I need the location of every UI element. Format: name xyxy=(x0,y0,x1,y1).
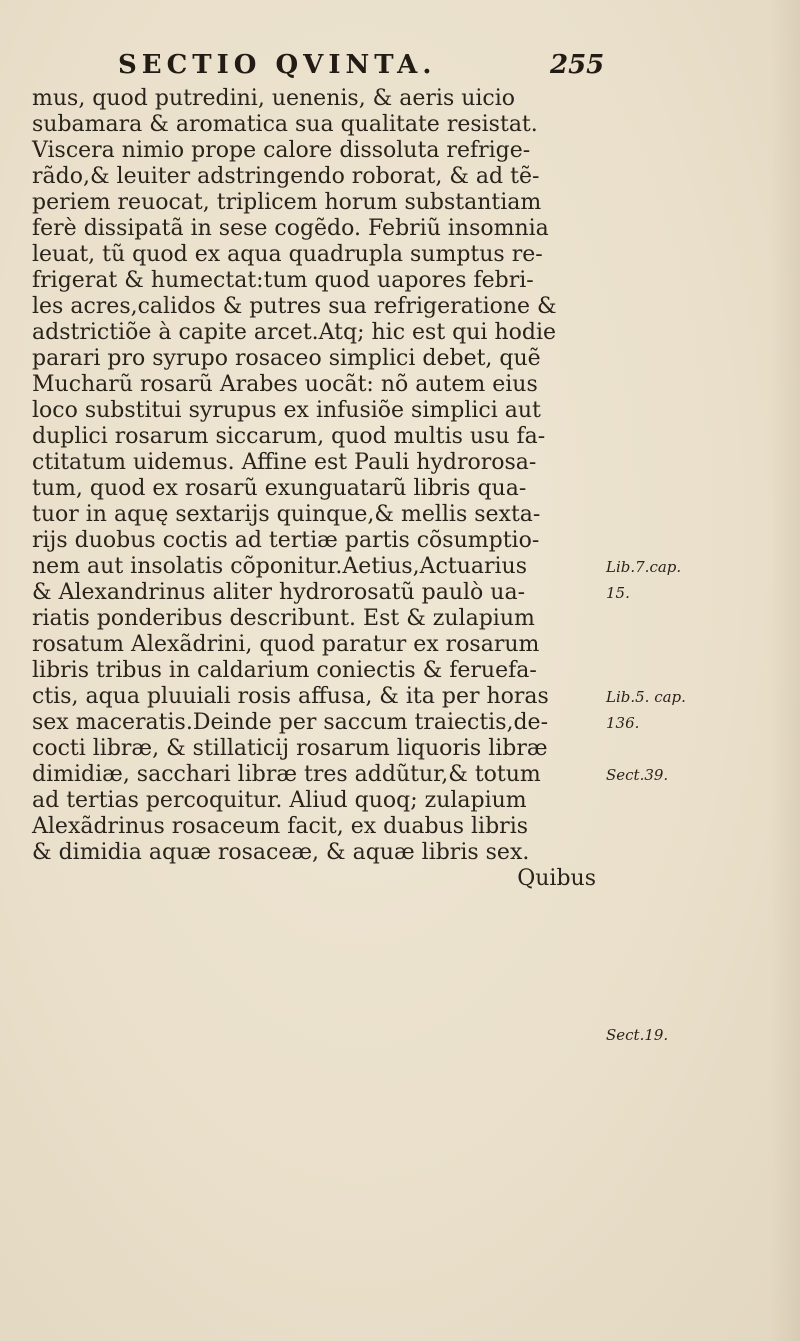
text-line: parari pro syrupo rosaceo simplici debet, quẽ xyxy=(32,346,541,371)
text-line: & Alexandrinus aliter hydrorosatũ paulò ua- xyxy=(32,580,526,605)
margin-note: Sect.19. xyxy=(606,1026,669,1044)
text-line: frigerat & humectat:tum quod uapores febri- xyxy=(32,268,534,293)
text-line: periem reuocat, triplicem horum substantiam xyxy=(32,190,542,215)
text-line: mus, quod putredini, uenenis, & aeris uicio xyxy=(32,86,516,111)
text-line: ctis, aqua pluuiali rosis affusa, & ita per horas xyxy=(32,684,549,709)
text-line: Alexãdrinus rosaceum facit, ex duabus libris xyxy=(32,814,529,839)
text-line: ctitatum uidemus. Affine est Pauli hydrorosa- xyxy=(32,450,537,475)
text-line: rãdo,& leuiter adstringendo roborat, & ad tẽ- xyxy=(32,164,540,189)
margin-note: Lib.5. cap. xyxy=(606,688,686,706)
page-edge-shadow xyxy=(770,0,800,1341)
body-text xyxy=(32,86,602,892)
text-line: tum, quod ex rosarũ exunguatarũ libris qua- xyxy=(32,476,527,501)
catchword: Quibus xyxy=(517,866,596,891)
margin-note: Lib.7.cap. xyxy=(606,558,682,576)
text-line: sex maceratis.Deinde per saccum traiectis,de- xyxy=(32,710,549,735)
page-number: 255 xyxy=(550,50,605,80)
text-line: rijs duobus coctis ad tertiæ partis cõsumptio- xyxy=(32,528,540,553)
text-line: Mucharũ rosarũ Arabes uocãt: nõ autem eius xyxy=(32,372,538,397)
text-line: rosatum Alexãdrini, quod paratur ex rosarum xyxy=(32,632,540,657)
margin-note: 136. xyxy=(606,714,640,732)
text-line: nem aut insolatis cõponitur.Aetius,Actuarius xyxy=(32,554,527,579)
text-line: & dimidia aquæ rosaceæ, & aquæ libris sex. xyxy=(32,840,530,865)
text-line: subamara & aromatica sua qualitate resistat. xyxy=(32,112,538,137)
text-line: cocti libræ, & stillaticij rosarum liquoris libræ xyxy=(32,736,548,761)
margin-note: 15. xyxy=(606,584,630,602)
margin-note: Sect.39. xyxy=(606,766,669,784)
text-line: les acres,calidos & putres sua refrigeratione & xyxy=(32,294,557,319)
text-line: riatis ponderibus describunt. Est & zulapium xyxy=(32,606,535,631)
page-header xyxy=(0,50,800,90)
text-line: dimidiæ, sacchari libræ tres addũtur,& totum xyxy=(32,762,541,787)
text-line: adstrictiõe à capite arcet.Atq; hic est qui hodie xyxy=(32,320,556,345)
text-line: tuor in aquę sextarijs quinque,& mellis sexta- xyxy=(32,502,541,527)
text-line: ferè dissipatã in sese cogẽdo. Febriũ insomnia xyxy=(32,216,549,241)
text-line: leuat, tũ quod ex aqua quadrupla sumptus re- xyxy=(32,242,543,267)
running-head: SECTIO QVINTA. xyxy=(118,50,437,80)
text-line: duplici rosarum siccarum, quod multis usu fa- xyxy=(32,424,546,449)
text-line: ad tertias percoquitur. Aliud quoq; zulapium xyxy=(32,788,527,813)
text-line: loco substitui syrupus ex infusiõe simplici aut xyxy=(32,398,541,423)
text-line: libris tribus in caldarium coniectis & feruefa- xyxy=(32,658,537,683)
text-line: Viscera nimio prope calore dissoluta refrige- xyxy=(32,138,531,163)
